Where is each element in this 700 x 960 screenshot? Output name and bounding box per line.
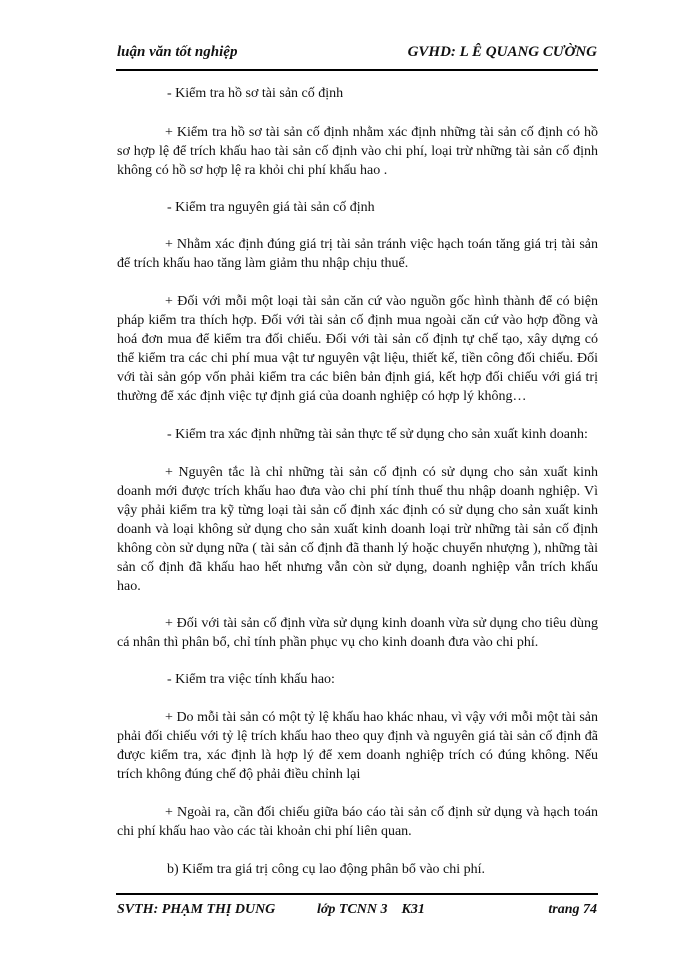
paragraph-4: + Nhằm xác định đúng giá trị tài sản tránh việc hạch toán tăng giá trị tài sản để trích khấu hao tăng làm giảm thu nhập chịu thuế. xyxy=(117,237,598,271)
header-thesis-label: luận văn tốt nghiệp xyxy=(117,44,238,60)
page-footer xyxy=(117,902,597,922)
paragraph-1: - Kiểm tra hồ sơ tài sản cố định xyxy=(167,86,344,101)
paragraph-5: + Đối với mỗi một loại tài sản căn cứ vào nguồn gốc hình thành để có biện pháp kiểm tra thích hợp. Đối với tài sản cố định mua ngoài căn cứ vào hợp đồng và hoá đơn mua để kiểm tra đối chiếu. Đối với tài sản cố định tự chế tạo, xây dựng có thể kiểm tra các chi phí mua vật tư nguyên vật liệu, thiết kế, tiền công đối chiếu. Đối với tài sản góp vốn phải kiểm tra các biên bản định giá, kết hợp đối chiếu với giá trị thường để xác định việc tự định giá của doanh nghiệp có hợp lý không… xyxy=(117,294,598,404)
document-body xyxy=(117,84,598,879)
paragraph-12: b) Kiểm tra giá trị công cụ lao động phân bổ vào chi phí. xyxy=(167,862,486,877)
paragraph-11: + Ngoài ra, cần đối chiếu giữa báo cáo tài sản cố định sử dụng và hạch toán chi phí khấu hao vào các tài khoản chi phí liên quan. xyxy=(117,805,598,839)
header-divider xyxy=(116,69,598,71)
footer-class: lớp TCNN 3 K31 xyxy=(317,902,425,917)
paragraph-2: + Kiểm tra hồ sơ tài sản cố định nhằm xác định những tài sản cố định có hồ sơ hợp lệ để trích khấu hao tài sản cố định vào chi phí, loại trừ những tài sản cố định không có hồ sơ hợp lệ ra khỏi chi phí khấu hao . xyxy=(117,125,598,178)
footer-divider xyxy=(116,893,598,895)
paragraph-3: - Kiểm tra nguyên giá tài sản cố định xyxy=(167,200,375,215)
page-header xyxy=(117,44,597,61)
footer-page-number: trang 74 xyxy=(548,902,597,917)
paragraph-9: - Kiểm tra việc tính khấu hao: xyxy=(167,672,335,687)
paragraph-7: + Nguyên tắc là chỉ những tài sản cố định có sử dụng cho sản xuất kinh doanh mới được trích khấu hao đưa vào chi phí tính thuế thu nhập doanh nghiệp. Vì vậy phải kiểm tra kỹ từng loại tài sản cố định xác định có sử dụng cho sản xuất kinh doanh và loại không sử dụng cho sản xuất kinh doanh loại trừ những tài sản cố định không còn sử dụng nữa ( tài sản cố định đã thanh lý hoặc chuyển nhượng ), những tài sản cố định đã khấu hao hết nhưng vẫn còn sử dụng, doanh nghiệp vẫn trích khấu hao. xyxy=(117,465,598,594)
footer-student: SVTH: PHẠM THỊ DUNG xyxy=(117,902,276,917)
paragraph-8: + Đối với tài sản cố định vừa sử dụng kinh doanh vừa sử dụng cho tiêu dùng cá nhân thì phân bổ, chỉ tính phần phục vụ cho kinh doanh đưa vào chi phí. xyxy=(117,616,598,650)
paragraph-6: - Kiểm tra xác định những tài sản thực tế sử dụng cho sản xuất kinh doanh: xyxy=(167,427,588,442)
header-supervisor: GVHD: L Ê QUANG CƯỜNG xyxy=(407,44,597,60)
paragraph-10: + Do mỗi tài sản có một tỷ lệ khấu hao khác nhau, vì vậy với mỗi một tài sản phải đối chiếu với tỷ lệ trích khấu hao theo quy định và nguyên giá tài sản cố định đã được kiểm tra, xác định là hợp lý để xem doanh nghiệp trích có đúng không. Nếu trích không đúng chế độ phải điều chỉnh lại xyxy=(117,710,598,782)
